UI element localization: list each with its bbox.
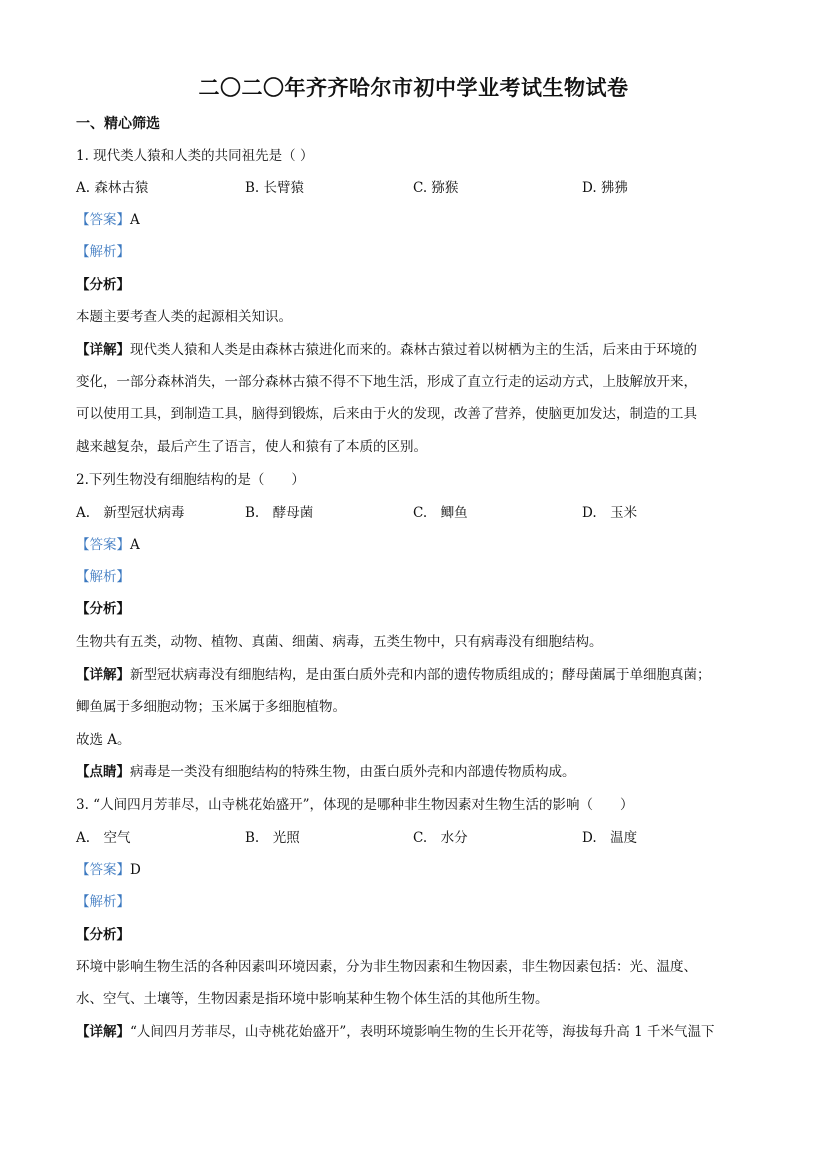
pointer-text: 病毒是一类没有细胞结构的特殊生物，由蛋白质外壳和内部遗传物质构成。: [130, 764, 576, 780]
question-3-detail-line-1: [76, 1023, 714, 1041]
question-2-conclusion: 故选 A。: [76, 732, 131, 748]
question-3-option-b: B. 光照: [245, 830, 300, 846]
detail-text: “人间四月芳菲尽，山寺桃花始盛开”，表明环境影响生物的生长开花等，海拔每升高 1 千米气温下: [130, 1024, 715, 1040]
question-1-detail-line-4: 越来越复杂，最后产生了语言，使人和猿有了本质的区别。: [76, 439, 427, 455]
question-1-answer: [76, 211, 140, 229]
answer-value: D: [130, 862, 141, 878]
question-3-fenxi-line-2: 水、空气、土壤等，生物因素是指环境中影响某种生物个体生活的其他所生物。: [76, 991, 549, 1007]
question-2-pointer: [76, 763, 576, 781]
question-1-detail-line-1: [76, 341, 697, 359]
question-1-fenxi-tag: 【分析】: [76, 277, 130, 293]
question-2-stem: 2.下列生物没有细胞结构的是（ ）: [76, 472, 305, 488]
question-1-detail-line-2: 变化，一部分森林消失，一部分森林古猿不得不下地生活，形成了直立行走的运动方式，上肢解放开来，: [76, 374, 697, 390]
question-3-fenxi-line-1: 环境中影响生物生活的各种因素叫环境因素，分为非生物因素和生物因素，非生物因素包括：光、温度、: [76, 959, 697, 975]
detail-tag: 【详解】: [76, 342, 130, 358]
answer-tag: 【答案】: [76, 212, 130, 228]
question-2-option-d: D. 玉米: [582, 505, 638, 521]
answer-tag: 【答案】: [76, 537, 130, 553]
question-2-analysis-tag: 【解析】: [76, 569, 130, 585]
question-1-detail-line-3: 可以使用工具，到制造工具，脑得到锻炼，后来由于火的发现，改善了营养，使脑更加发达，制造的工具: [76, 406, 697, 422]
answer-tag: 【答案】: [76, 862, 130, 878]
question-1-option-a: A. 森林古猿: [76, 180, 149, 196]
question-3-option-d: D. 温度: [582, 830, 638, 846]
question-3-answer: [76, 861, 141, 879]
question-3-stem: 3. “人间四月芳菲尽，山寺桃花始盛开”，体现的是哪种非生物因素对生物生活的影响（ ）: [76, 797, 634, 813]
detail-text: 现代类人猿和人类是由森林古猿进化而来的。森林古猿过着以树栖为主的生活，后来由于环境的: [130, 342, 697, 358]
question-1-stem: 1. 现代类人猿和人类的共同祖先是（ ）: [76, 148, 314, 164]
detail-text: 新型冠状病毒没有细胞结构，是由蛋白质外壳和内部的遗传物质组成的；酵母菌属于单细胞真菌；: [130, 667, 711, 683]
question-1-fenxi-text: 本题主要考查人类的起源相关知识。: [76, 309, 292, 325]
question-2-fenxi-text: 生物共有五类，动物、植物、真菌、细菌、病毒，五类生物中，只有病毒没有细胞结构。: [76, 634, 603, 650]
question-3-analysis-tag: 【解析】: [76, 894, 130, 910]
answer-value: A: [130, 537, 140, 553]
question-2-detail-line-2: 鲫鱼属于多细胞动物；玉米属于多细胞植物。: [76, 699, 346, 715]
question-2-option-c: C. 鲫鱼: [413, 505, 468, 521]
question-2-option-a: A. 新型冠状病毒: [76, 505, 185, 521]
question-2-option-b: B. 酵母菌: [245, 505, 314, 521]
question-3-option-a: A. 空气: [76, 830, 131, 846]
question-2-answer: [76, 536, 140, 554]
question-3-fenxi-tag: 【分析】: [76, 927, 130, 943]
question-2-detail-line-1: [76, 666, 711, 684]
detail-tag: 【详解】: [76, 1024, 130, 1040]
page-title: 二〇二〇年齐齐哈尔市初中学业考试生物试卷: [198, 76, 629, 100]
question-1-option-d: D. 狒狒: [582, 180, 628, 196]
section-heading: 一、精心筛选: [76, 116, 160, 132]
question-2-fenxi-tag: 【分析】: [76, 601, 130, 617]
question-1-option-c: C. 猕猴: [413, 180, 459, 196]
question-1-analysis-tag: 【解析】: [76, 244, 130, 260]
question-3-option-c: C. 水分: [413, 830, 468, 846]
question-1-option-b: B. 长臂猿: [245, 180, 305, 196]
answer-value: A: [130, 212, 140, 228]
detail-tag: 【详解】: [76, 667, 130, 683]
pointer-tag: 【点睛】: [76, 764, 130, 780]
